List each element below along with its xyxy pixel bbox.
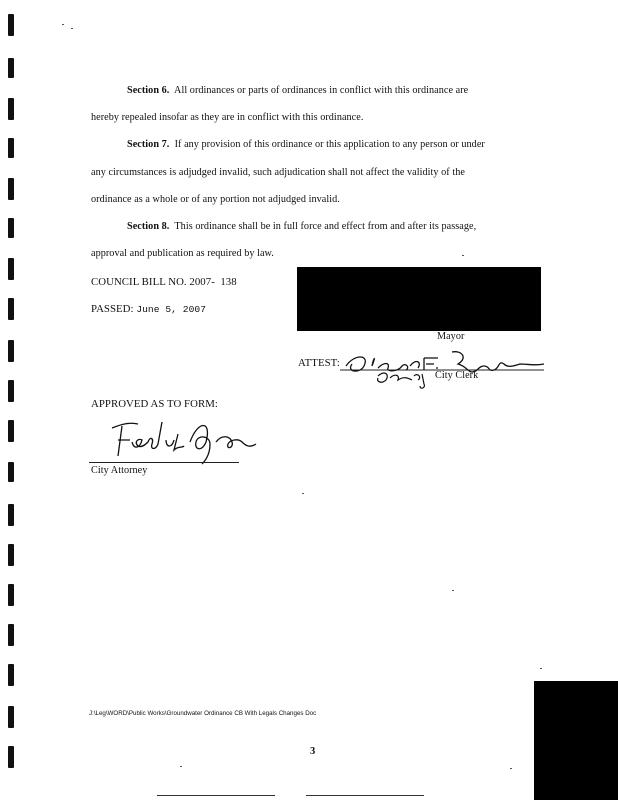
- section-7-line-3: ordinance as a whole or of any portion not adjudged invalid.: [91, 194, 340, 205]
- passed-date: PASSED: June 5, 2007: [91, 303, 206, 315]
- page-number: 3: [310, 746, 316, 757]
- clerk-signature: [340, 346, 550, 392]
- city-clerk-label: City Clerk: [435, 370, 479, 381]
- city-attorney-label: City Attorney: [91, 465, 148, 476]
- footer-file-path: J:\Leg\WORD\Public Works\Groundwater Ordinance CB With Legals Changes Doc: [89, 710, 317, 717]
- binder-holes: [0, 0, 22, 800]
- attorney-signature-line: [89, 462, 239, 463]
- bottom-rule-left: [157, 795, 275, 796]
- attorney-signature: [92, 414, 268, 466]
- approved-as-to-form-label: APPROVED AS TO FORM:: [91, 398, 218, 410]
- section-6-line-2: hereby repealed insofar as they are in conflict with this ordinance.: [91, 112, 364, 123]
- mayor-label: Mayor: [437, 331, 465, 342]
- section-6-line-1: Section 6. All ordinances or parts of ordinances in conflict with this ordinance are: [127, 85, 469, 96]
- section-7-line-1: Section 7. If any provision of this ordinance or this application to any person or under: [127, 139, 485, 150]
- section-8-line-2: approval and publication as required by law.: [91, 248, 274, 259]
- section-7-line-2: any circumstances is adjudged invalid, such adjudication shall not affect the validity of the: [91, 167, 465, 178]
- council-bill-number: COUNCIL BILL NO. 2007- 138: [91, 276, 237, 288]
- redacted-mayor-signature: [297, 267, 541, 331]
- deputy-label: [376, 378, 407, 390]
- bottom-rule-right: [306, 795, 424, 796]
- corner-redaction: [534, 681, 618, 800]
- section-8-line-1: Section 8. This ordinance shall be in full force and effect from and after its passage,: [127, 221, 477, 232]
- attest-label: ATTEST:: [298, 357, 340, 369]
